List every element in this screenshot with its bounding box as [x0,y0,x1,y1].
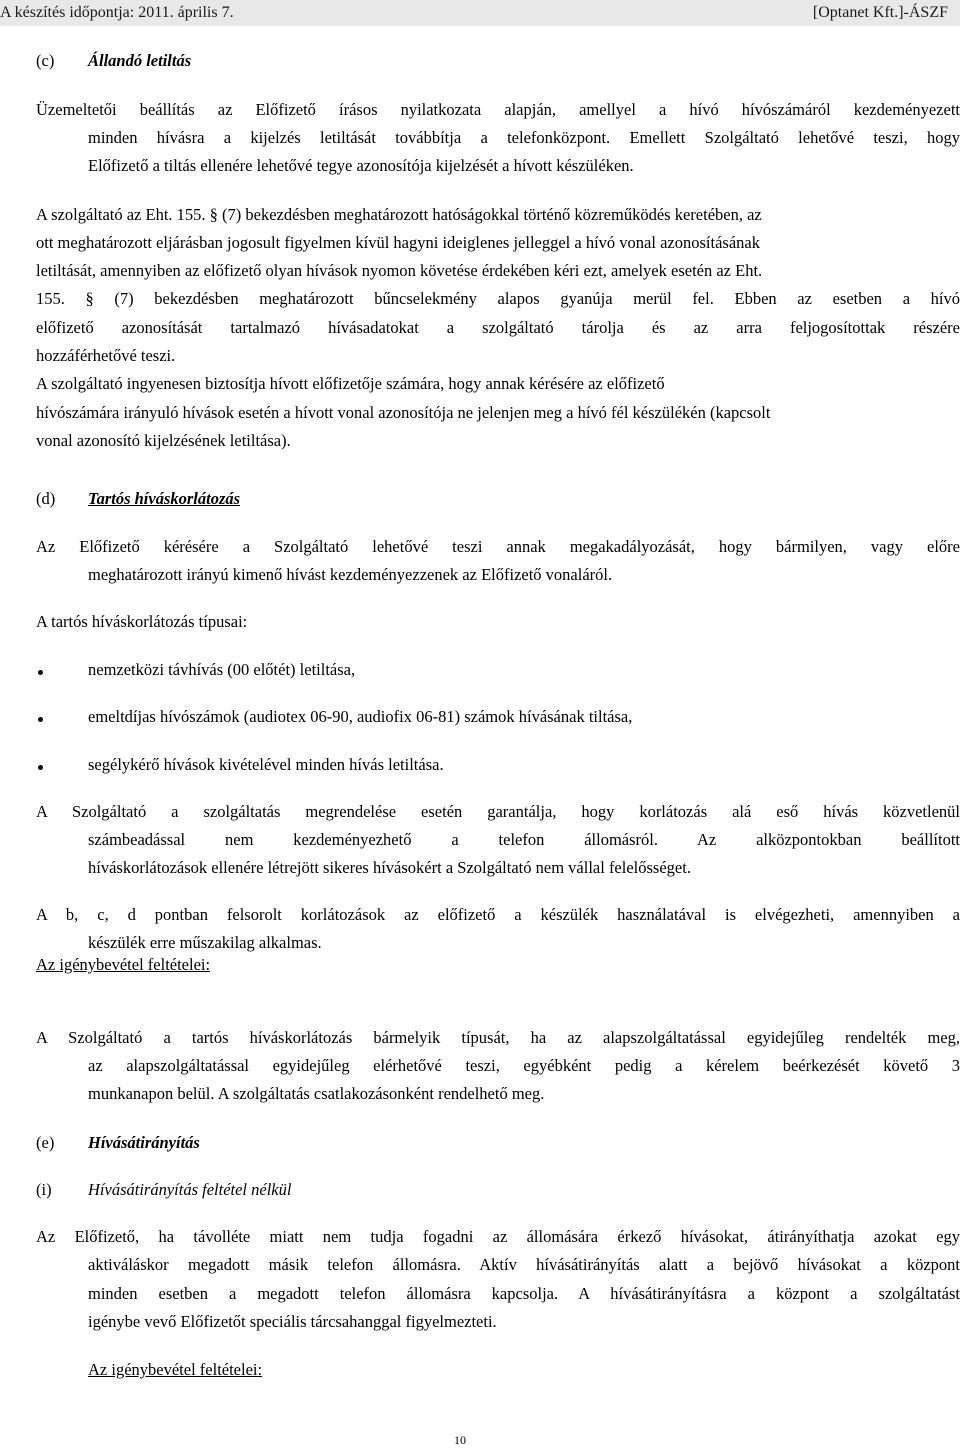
para-4-line-1: Az Előfizető kérésére a Szolgáltató lehetővé teszi annak megakadályozását, hogy bármilyen, vagy előre [36,537,960,556]
types-label: A tartós híváskorlátozás típusai: [36,612,248,631]
conditions-heading-1: Az igénybevétel feltételei: [36,955,211,974]
section-c-marker: (c) [36,51,55,70]
para-8-line-1: Az Előfizető, ha távolléte miatt nem tudja fogadni az állomására érkező hívásokat, átirányíthatja azokat egy [36,1227,960,1246]
section-d-marker: (d) [36,489,56,508]
para-1-line-1: Üzemeltetői beállítás az Előfizető írásos nyilatkozata alapján, amellyel a hívó hívószámáról kezdeményezett [36,100,960,119]
section-d-title: Tartós híváskorlátozás [88,489,241,508]
para-7-line-1: A Szolgáltató a tartós híváskorlátozás bármelyik típusát, ha az alapszolgáltatással egyidejűleg rendelték meg, [36,1028,960,1047]
header-date: A készítés időpontja: 2011. április 7. [0,4,234,21]
para-2-line-2: ott meghatározott eljárásban jogosult figyelmen kívül hagyni ideiglenes jelleggel a hívó vonal azonosításának [36,233,760,252]
section-e-marker: (e) [36,1133,55,1152]
bullet-item-2: emeltdíjas hívószámok (audiotex 06-90, audiofix 06-81) számok hívásának tiltása, [88,707,633,726]
bullet-dot-3 [38,765,43,770]
para-2-line-6: hozzáférhetővé teszi. [36,346,176,365]
para-7-line-3: munkanapon belül. A szolgáltatás csatlakozásonként rendelhető meg. [88,1084,545,1103]
para-3-line-1: A szolgáltató ingyenesen biztosítja hívott előfizetője számára, hogy annak kérésére az előfizető [36,374,665,393]
para-8-line-2: aktiváláskor megadott másik telefon állomásra. Aktív hívásátirányítás alatt a bejövő hívásokat a központ [88,1255,960,1274]
para-6-line-1: A b, c, d pontban felsorolt korlátozások az előfizető a készülék használatával is elvégezheti, amennyiben a [36,905,960,924]
conditions-heading-2: Az igénybevétel feltételei: [88,1360,263,1379]
section-i-title: Hívásátirányítás feltétel nélkül [88,1180,292,1199]
para-5-line-1: A Szolgáltató a szolgáltatás megrendelése esetén garantálja, hogy korlátozás alá eső hívás közvetlenül [36,802,960,821]
para-8-line-4: igénybe vevő Előfizetőt speciális tárcsahanggal figyelmezteti. [88,1312,497,1331]
para-8-line-3: minden esetben a megadott telefon állomásra kapcsolja. A hívásátirányításra a központ a szolgáltatást [88,1284,960,1303]
bullet-item-3: segélykérő hívások kivételével minden hívás letiltása. [88,755,444,774]
para-3-line-2: hívószámára irányuló hívások esetén a hívott vonal azonosítója ne jelenjen meg a hívó fél készülékén (kapcsolt [36,403,771,422]
page-number: 10 [454,1433,466,1447]
para-6-line-2: készülék erre műszakilag alkalmas. [88,933,322,952]
para-1-line-2: minden hívásra a kijelzés letiltását továbbítja a telefonközpont. Emellett Szolgáltató lehetővé teszi, hogy [88,128,960,147]
para-3-line-3: vonal azonosító kijelzésének letiltása). [36,431,291,450]
section-e-title: Hívásátirányítás [88,1133,200,1152]
para-5-line-2: számbeadással nem kezdeményezhető a telefon állomásról. Az alközpontokban beállított [88,830,960,849]
bullet-dot-1 [38,670,43,675]
para-7-line-2: az alapszolgáltatással egyidejűleg elérhetővé teszi, egyébként pedig a kérelem beérkezését követő 3 [88,1056,960,1075]
para-2-line-4: 155. § (7) bekezdésben meghatározott bűncselekmény alapos gyanúja merül fel. Ebben az esetben a hívó [36,289,960,308]
header-company: [Optanet Kft.]-ÁSZF [812,4,948,21]
para-2-line-5: előfizető azonosítását tartalmazó hívásadatokat a szolgáltató tárolja és az arra feljogosítottak részére [36,318,960,337]
section-c-title: Állandó letiltás [88,51,192,70]
page-header [0,0,960,26]
para-5-line-3: híváskorlátozások ellenére létrejött sikeres hívásokért a Szolgáltató nem vállal felelősséget. [88,858,691,877]
para-2-line-1: A szolgáltató az Eht. 155. § (7) bekezdésben meghatározott hatóságokkal történő közreműködés keretében, az [36,205,762,224]
section-i-marker: (i) [36,1180,52,1199]
bullet-item-1: nemzetközi távhívás (00 előtét) letiltása, [88,660,356,679]
para-2-line-3: letiltását, amennyiben az előfizető olyan hívások nyomon követése érdekében kéri ezt, amelyek esetén az Eht. [36,261,763,280]
bullet-dot-2 [38,717,43,722]
para-4-line-2: meghatározott irányú kimenő hívást kezdeményezzenek az Előfizető vonaláról. [88,565,613,584]
para-1-line-3: Előfizető a tiltás ellenére lehetővé tegye azonosítója kijelzését a hívott készüléken. [88,156,634,175]
